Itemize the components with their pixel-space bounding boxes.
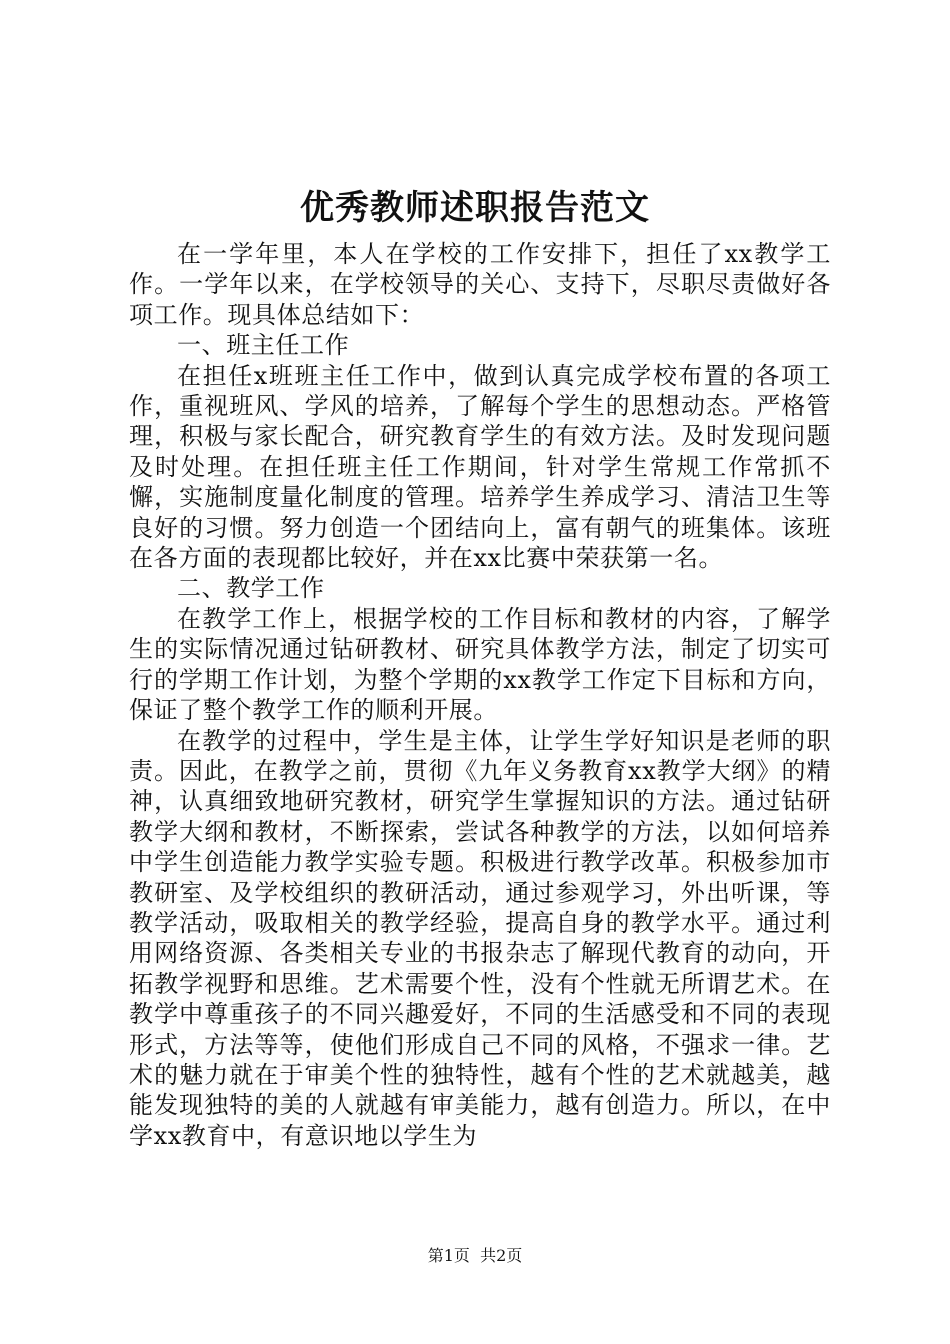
teaching-paragraph-2: 在教学的过程中，学生是主体，让学生学好知识是老师的职责。因此，在教学之前，贯彻《九年义务教育xx教学大纲》的精神，认真细致地研究教材，研究学生掌握知识的方法。通过钻研教学大纲和教材，不断探索，尝试各种教学的方法，以如何培养中学生创造能力教学实验专题。积极进行教学改革。积极参加市教研室、及学校组织的教研活动，通过参观学习，外出听课，等教学活动，吸取相关的教学经验，提高自身的教学水平。通过利用网络资源、各类相关专业的书报杂志了解现代教育的动向，开拓教学视野和思维。艺术需要个性，没有个性就无所谓艺术。在教学中尊重孩子的不同兴趣爱好，不同的生活感受和不同的表现形式，方法等等，使他们形成自己不同的风格，不强求一律。艺术的魅力就在于审美个性的独特性，越有个性的艺术就越美，越能发现独特的美的人就越有审美能力，越有创造力。所以，在中学xx教育中，有意识地以学生为 — [129, 726, 831, 1150]
document-title: 优秀教师述职报告范文 — [300, 188, 650, 228]
page-footer — [0, 1245, 950, 1267]
page-total: 共2页 — [480, 1246, 523, 1265]
section-heading-class-teacher: 一、班主任工作 — [177, 331, 350, 360]
intro-paragraph: 在一学年里，本人在学校的工作安排下，担任了xx教学工作。一学年以来，在学校领导的关心、支持下，尽职尽责做好各项工作。现具体总结如下： — [129, 240, 831, 329]
page-number: 第1页 — [427, 1246, 470, 1265]
section-heading-teaching: 二、教学工作 — [177, 574, 325, 603]
teaching-paragraph-1: 在教学工作上，根据学校的工作目标和教材的内容，了解学生的实际情况通过钻研教材、研究具体教学方法，制定了切实可行的学期工作计划，为整个学期的xx教学工作定下目标和方向，保证了整个教学工作的顺利开展。 — [129, 604, 831, 725]
class-teacher-paragraph: 在担任x班班主任工作中，做到认真完成学校布置的各项工作，重视班风、学风的培养，了解每个学生的思想动态。严格管理，积极与家长配合，研究教育学生的有效方法。及时发现问题及时处理。在担任班主任工作期间，针对学生常规工作常抓不懈，实施制度量化制度的管理。培养学生养成学习、清洁卫生等良好的习惯。努力创造一个团结向上，富有朝气的班集体。该班在各方面的表现都比较好，并在xx比赛中荣获第一名。 — [129, 361, 831, 573]
document-body — [129, 239, 831, 1151]
